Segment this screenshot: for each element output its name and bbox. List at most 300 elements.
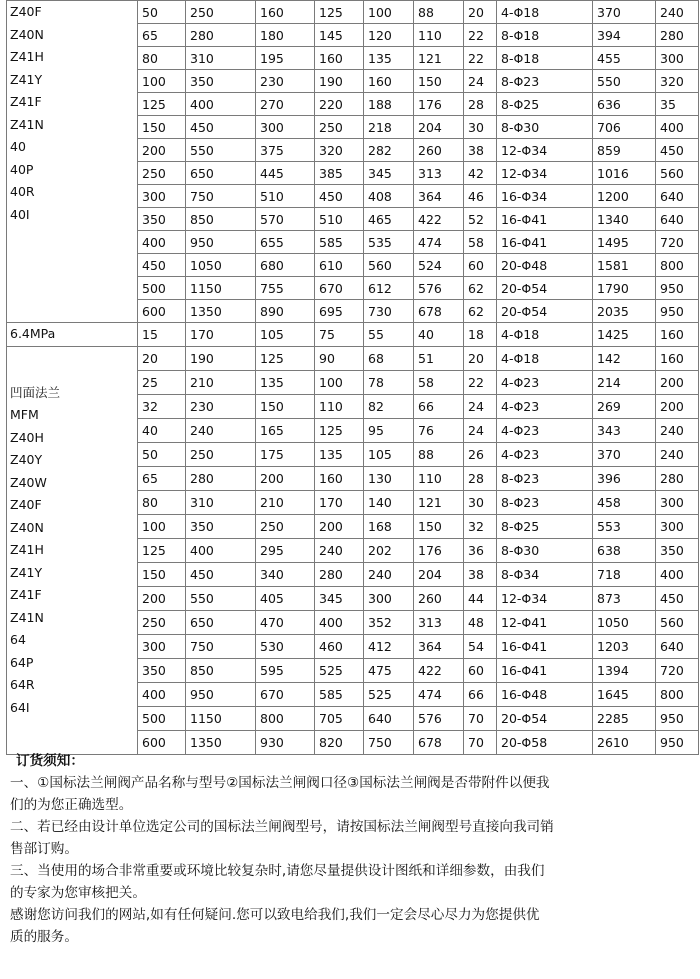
model-label: 64P bbox=[10, 654, 34, 670]
table-cell: 408 bbox=[364, 185, 414, 208]
model-label: Z41H bbox=[10, 49, 44, 64]
table-cell: 930 bbox=[256, 731, 315, 755]
table-cell: 280 bbox=[315, 563, 364, 587]
model-label: Z41H bbox=[10, 542, 44, 558]
table-cell: 352 bbox=[364, 611, 414, 635]
table-cell: 82 bbox=[364, 395, 414, 419]
table-cell: 214 bbox=[593, 371, 656, 395]
table-cell: 150 bbox=[414, 515, 464, 539]
table-cell: 20 bbox=[464, 347, 497, 371]
table-cell: 130 bbox=[364, 467, 414, 491]
table-cell: 51 bbox=[414, 347, 464, 371]
table-cell: 20 bbox=[138, 347, 186, 371]
table-cell: 28 bbox=[464, 467, 497, 491]
table-cell: 65 bbox=[138, 24, 186, 47]
table-cell: 500 bbox=[138, 707, 186, 731]
table-cell: 820 bbox=[315, 731, 364, 755]
table-cell: 120 bbox=[364, 24, 414, 47]
table-cell: 730 bbox=[364, 300, 414, 323]
table-cell: 750 bbox=[364, 731, 414, 755]
model-label: Z40N bbox=[10, 519, 44, 535]
table-cell: 343 bbox=[593, 419, 656, 443]
table-cell: 168 bbox=[364, 515, 414, 539]
table-cell: 350 bbox=[138, 659, 186, 683]
table-cell: 125 bbox=[315, 419, 364, 443]
table-row bbox=[7, 1, 699, 24]
table-cell: 755 bbox=[256, 277, 315, 300]
table-cell: 188 bbox=[364, 93, 414, 116]
table-cell: 110 bbox=[414, 467, 464, 491]
table-cell: 20-Φ48 bbox=[497, 254, 593, 277]
table-cell: 280 bbox=[186, 24, 256, 47]
table-cell: 400 bbox=[656, 563, 699, 587]
table-cell: 475 bbox=[364, 659, 414, 683]
table-cell: 121 bbox=[414, 47, 464, 70]
table-cell: 718 bbox=[593, 563, 656, 587]
table-cell: 1016 bbox=[593, 162, 656, 185]
table-cell: 180 bbox=[256, 24, 315, 47]
table-cell: 1581 bbox=[593, 254, 656, 277]
table-cell: 720 bbox=[656, 231, 699, 254]
table-cell: 36 bbox=[464, 539, 497, 563]
table-cell: 200 bbox=[656, 395, 699, 419]
table-cell: 445 bbox=[256, 162, 315, 185]
table-cell: 88 bbox=[414, 1, 464, 24]
table-cell: 576 bbox=[414, 277, 464, 300]
table-cell: 1645 bbox=[593, 683, 656, 707]
table-cell: 560 bbox=[656, 162, 699, 185]
table-cell: 370 bbox=[593, 443, 656, 467]
table-cell: 26 bbox=[464, 443, 497, 467]
model-label: 40P bbox=[10, 161, 34, 177]
table-cell: 636 bbox=[593, 93, 656, 116]
table-cell: 110 bbox=[414, 24, 464, 47]
table-cell: 204 bbox=[414, 116, 464, 139]
table-cell: 300 bbox=[656, 491, 699, 515]
table-cell: 950 bbox=[186, 683, 256, 707]
table-cell: 345 bbox=[315, 587, 364, 611]
table-cell: 160 bbox=[656, 323, 699, 347]
table-cell: 50 bbox=[138, 443, 186, 467]
table-cell: 18 bbox=[464, 323, 497, 347]
table-cell: 65 bbox=[138, 467, 186, 491]
table-cell: 595 bbox=[256, 659, 315, 683]
table-cell: 100 bbox=[138, 515, 186, 539]
table-cell: 16-Φ41 bbox=[497, 231, 593, 254]
table-cell: 175 bbox=[256, 443, 315, 467]
table-cell: 218 bbox=[364, 116, 414, 139]
table-cell: 458 bbox=[593, 491, 656, 515]
table-cell: 240 bbox=[656, 1, 699, 24]
table-cell: 678 bbox=[414, 300, 464, 323]
model-label: 40I bbox=[10, 206, 30, 222]
table-cell: 422 bbox=[414, 659, 464, 683]
table-cell: 80 bbox=[138, 491, 186, 515]
table-cell: 145 bbox=[315, 24, 364, 47]
table-cell: 500 bbox=[138, 277, 186, 300]
table-body bbox=[7, 1, 699, 755]
table-cell: 70 bbox=[464, 731, 497, 755]
table-cell: 25 bbox=[138, 371, 186, 395]
table-cell: 535 bbox=[364, 231, 414, 254]
table-cell: 530 bbox=[256, 635, 315, 659]
table-cell: 2610 bbox=[593, 731, 656, 755]
model-group-cell bbox=[7, 1, 138, 323]
model-label: Z41Y bbox=[10, 71, 43, 87]
table-cell: 240 bbox=[656, 419, 699, 443]
table-cell: 100 bbox=[315, 371, 364, 395]
table-cell: 88 bbox=[414, 443, 464, 467]
table-cell: 450 bbox=[186, 563, 256, 587]
table-cell: 12-Φ41 bbox=[497, 611, 593, 635]
table-cell: 58 bbox=[464, 231, 497, 254]
table-cell: 30 bbox=[464, 116, 497, 139]
table-cell: 38 bbox=[464, 139, 497, 162]
model-label: 40R bbox=[10, 184, 35, 199]
table-cell: 24 bbox=[464, 419, 497, 443]
model-label: 40 bbox=[10, 139, 26, 154]
table-cell: 142 bbox=[593, 347, 656, 371]
table-cell: 44 bbox=[464, 587, 497, 611]
table-cell: 720 bbox=[656, 659, 699, 683]
table-cell: 40 bbox=[138, 419, 186, 443]
table-cell: 670 bbox=[315, 277, 364, 300]
table-cell: 460 bbox=[315, 635, 364, 659]
table-cell: 576 bbox=[414, 707, 464, 731]
table-cell: 260 bbox=[414, 139, 464, 162]
table-cell: 320 bbox=[315, 139, 364, 162]
table-cell: 800 bbox=[656, 683, 699, 707]
table-cell: 80 bbox=[138, 47, 186, 70]
table-cell: 560 bbox=[656, 611, 699, 635]
table-cell: 66 bbox=[414, 395, 464, 419]
table-cell: 30 bbox=[464, 491, 497, 515]
table-cell: 269 bbox=[593, 395, 656, 419]
table-cell: 1394 bbox=[593, 659, 656, 683]
table-cell: 560 bbox=[364, 254, 414, 277]
model-label: Z40F bbox=[10, 497, 42, 513]
table-cell: 176 bbox=[414, 539, 464, 563]
table-cell: 450 bbox=[315, 185, 364, 208]
table-cell: 850 bbox=[186, 659, 256, 683]
table-cell: 240 bbox=[315, 539, 364, 563]
model-label: Z41Y bbox=[10, 564, 43, 580]
table-cell: 300 bbox=[138, 635, 186, 659]
table-cell: 15 bbox=[138, 323, 186, 347]
model-label: 64R bbox=[10, 677, 35, 693]
table-cell: 8-Φ30 bbox=[497, 116, 593, 139]
table-cell: 4-Φ18 bbox=[497, 347, 593, 371]
table-cell: 1790 bbox=[593, 277, 656, 300]
table-cell: 240 bbox=[364, 563, 414, 587]
table-cell: 405 bbox=[256, 587, 315, 611]
table-cell: 200 bbox=[315, 515, 364, 539]
table-cell: 8-Φ23 bbox=[497, 491, 593, 515]
table-cell: 550 bbox=[186, 587, 256, 611]
table-cell: 16-Φ48 bbox=[497, 683, 593, 707]
model-label: MFM bbox=[10, 407, 39, 423]
table-cell: 850 bbox=[186, 208, 256, 231]
table-cell: 1200 bbox=[593, 185, 656, 208]
table-cell: 350 bbox=[656, 539, 699, 563]
table-cell: 4-Φ18 bbox=[497, 323, 593, 347]
table-cell: 1350 bbox=[186, 300, 256, 323]
model-label: 64I bbox=[10, 699, 30, 715]
table-cell: 553 bbox=[593, 515, 656, 539]
table-cell: 240 bbox=[656, 443, 699, 467]
table-cell: 375 bbox=[256, 139, 315, 162]
notes-line: 三、当使用的场合非常重要或环境比较复杂时,请您尽量提供设计图纸和详细参数，由我们 bbox=[10, 863, 545, 879]
table-cell: 640 bbox=[656, 185, 699, 208]
table-cell: 250 bbox=[186, 443, 256, 467]
table-cell: 4-Φ18 bbox=[497, 1, 593, 24]
notes-line: 感谢您访问我们的网站,如有任何疑问.您可以致电给我们,我们一定会尽心尽力为您提供优 bbox=[10, 907, 540, 923]
table-cell: 2035 bbox=[593, 300, 656, 323]
table-cell: 706 bbox=[593, 116, 656, 139]
table-cell: 190 bbox=[186, 347, 256, 371]
table-cell: 135 bbox=[256, 371, 315, 395]
table-cell: 320 bbox=[656, 70, 699, 93]
table-cell: 40 bbox=[414, 323, 464, 347]
table-cell: 125 bbox=[315, 1, 364, 24]
table-cell: 282 bbox=[364, 139, 414, 162]
table-cell: 650 bbox=[186, 162, 256, 185]
valve-dimension-table bbox=[6, 0, 699, 755]
table-cell: 950 bbox=[656, 300, 699, 323]
table-cell: 22 bbox=[464, 371, 497, 395]
table-cell: 260 bbox=[414, 587, 464, 611]
table-cell: 150 bbox=[138, 563, 186, 587]
table-cell: 396 bbox=[593, 467, 656, 491]
table-cell: 4-Φ23 bbox=[497, 395, 593, 419]
table-cell: 20 bbox=[464, 1, 497, 24]
table-cell: 50 bbox=[138, 1, 186, 24]
table-cell: 680 bbox=[256, 254, 315, 277]
model-label: Z41N bbox=[10, 116, 44, 132]
table-cell: 280 bbox=[656, 467, 699, 491]
table-cell: 1150 bbox=[186, 277, 256, 300]
model-label: Z40F bbox=[10, 4, 42, 19]
table-cell: 678 bbox=[414, 731, 464, 755]
table-cell: 612 bbox=[364, 277, 414, 300]
table-cell: 313 bbox=[414, 162, 464, 185]
table-cell: 270 bbox=[256, 93, 315, 116]
table-cell: 105 bbox=[364, 443, 414, 467]
table-cell: 165 bbox=[256, 419, 315, 443]
table-cell: 110 bbox=[315, 395, 364, 419]
table-cell: 32 bbox=[464, 515, 497, 539]
table-cell: 250 bbox=[315, 116, 364, 139]
table-cell: 638 bbox=[593, 539, 656, 563]
model-label: Z41N bbox=[10, 609, 44, 625]
table-cell: 280 bbox=[656, 24, 699, 47]
table-cell: 58 bbox=[414, 371, 464, 395]
table-cell: 8-Φ34 bbox=[497, 563, 593, 587]
table-cell: 585 bbox=[315, 683, 364, 707]
table-cell: 210 bbox=[186, 371, 256, 395]
table-cell: 510 bbox=[256, 185, 315, 208]
table-cell: 121 bbox=[414, 491, 464, 515]
table-cell: 240 bbox=[186, 419, 256, 443]
table-cell: 300 bbox=[364, 587, 414, 611]
table-cell: 950 bbox=[656, 277, 699, 300]
table-cell: 4-Φ23 bbox=[497, 443, 593, 467]
table-cell: 160 bbox=[315, 47, 364, 70]
table-cell: 20-Φ54 bbox=[497, 300, 593, 323]
table-cell: 46 bbox=[464, 185, 497, 208]
table-cell: 300 bbox=[256, 116, 315, 139]
table-cell: 8-Φ30 bbox=[497, 539, 593, 563]
table-cell: 1340 bbox=[593, 208, 656, 231]
table-cell: 68 bbox=[364, 347, 414, 371]
table-cell: 655 bbox=[256, 231, 315, 254]
table-cell: 75 bbox=[315, 323, 364, 347]
table-cell: 1495 bbox=[593, 231, 656, 254]
table-cell: 300 bbox=[656, 515, 699, 539]
table-cell: 125 bbox=[256, 347, 315, 371]
table-cell: 474 bbox=[414, 231, 464, 254]
table-cell: 422 bbox=[414, 208, 464, 231]
table-cell: 585 bbox=[315, 231, 364, 254]
table-cell: 364 bbox=[414, 635, 464, 659]
table-cell: 16-Φ34 bbox=[497, 185, 593, 208]
table-cell: 400 bbox=[315, 611, 364, 635]
table-cell: 250 bbox=[186, 1, 256, 24]
model-label: 64 bbox=[10, 632, 26, 648]
table-cell: 370 bbox=[593, 1, 656, 24]
table-cell: 150 bbox=[256, 395, 315, 419]
table-cell: 340 bbox=[256, 563, 315, 587]
table-cell: 474 bbox=[414, 683, 464, 707]
table-cell: 350 bbox=[138, 208, 186, 231]
table-cell: 105 bbox=[256, 323, 315, 347]
table-cell: 12-Φ34 bbox=[497, 139, 593, 162]
table-cell: 510 bbox=[315, 208, 364, 231]
table-cell: 1350 bbox=[186, 731, 256, 755]
table-cell: 12-Φ34 bbox=[497, 162, 593, 185]
order-notes bbox=[10, 750, 610, 948]
table-cell: 385 bbox=[315, 162, 364, 185]
table-cell: 525 bbox=[364, 683, 414, 707]
table-cell: 890 bbox=[256, 300, 315, 323]
table-cell: 695 bbox=[315, 300, 364, 323]
table-row bbox=[7, 347, 699, 371]
table-cell: 8-Φ23 bbox=[497, 70, 593, 93]
table-cell: 310 bbox=[186, 491, 256, 515]
table-cell: 600 bbox=[138, 300, 186, 323]
table-cell: 90 bbox=[315, 347, 364, 371]
table-cell: 176 bbox=[414, 93, 464, 116]
table-cell: 160 bbox=[256, 1, 315, 24]
table-cell: 1203 bbox=[593, 635, 656, 659]
table-cell: 190 bbox=[315, 70, 364, 93]
model-group-cell bbox=[7, 323, 138, 347]
table-cell: 8-Φ25 bbox=[497, 93, 593, 116]
table-cell: 570 bbox=[256, 208, 315, 231]
table-cell: 150 bbox=[138, 116, 186, 139]
table-cell: 640 bbox=[656, 635, 699, 659]
table-cell: 62 bbox=[464, 300, 497, 323]
table-cell: 400 bbox=[186, 93, 256, 116]
table-cell: 100 bbox=[138, 70, 186, 93]
table-cell: 150 bbox=[414, 70, 464, 93]
table-cell: 60 bbox=[464, 254, 497, 277]
table-cell: 450 bbox=[186, 116, 256, 139]
table-cell: 170 bbox=[186, 323, 256, 347]
notes-line: 售部订购。 bbox=[10, 841, 78, 857]
table-cell: 54 bbox=[464, 635, 497, 659]
model-label: Z40W bbox=[10, 474, 47, 490]
table-cell: 20-Φ58 bbox=[497, 731, 593, 755]
notes-line: 一、①国标法兰闸阀产品名称与型号②国标法兰闸阀口径③国标法兰闸阀是否带附件以便我 bbox=[10, 775, 550, 791]
table-cell: 394 bbox=[593, 24, 656, 47]
table-cell: 400 bbox=[656, 116, 699, 139]
table-cell: 28 bbox=[464, 93, 497, 116]
model-group-cell bbox=[7, 347, 138, 755]
table-cell: 750 bbox=[186, 185, 256, 208]
table-cell: 800 bbox=[256, 707, 315, 731]
notes-line: 的专家为您审核把关。 bbox=[10, 885, 146, 901]
table-cell: 400 bbox=[138, 231, 186, 254]
table-cell: 230 bbox=[186, 395, 256, 419]
model-label: 凹面法兰 bbox=[10, 384, 61, 400]
notes-title: 订货须知： bbox=[16, 753, 84, 769]
table-cell: 200 bbox=[138, 587, 186, 611]
model-label: Z40H bbox=[10, 429, 44, 445]
table-cell: 400 bbox=[186, 539, 256, 563]
table-cell: 195 bbox=[256, 47, 315, 70]
table-cell: 295 bbox=[256, 539, 315, 563]
table-cell: 16-Φ41 bbox=[497, 659, 593, 683]
table-cell: 450 bbox=[138, 254, 186, 277]
table-cell: 8-Φ18 bbox=[497, 47, 593, 70]
table-cell: 38 bbox=[464, 563, 497, 587]
notes-line: 二、若已经由设计单位选定公司的国标法兰闸阀型号，请按国标法兰闸阀型号直接向我司销 bbox=[10, 819, 554, 835]
table-cell: 470 bbox=[256, 611, 315, 635]
table-row bbox=[7, 323, 699, 347]
table-cell: 8-Φ23 bbox=[497, 467, 593, 491]
table-cell: 135 bbox=[315, 443, 364, 467]
table-cell: 20-Φ54 bbox=[497, 277, 593, 300]
table-cell: 610 bbox=[315, 254, 364, 277]
table-cell: 600 bbox=[138, 731, 186, 755]
table-cell: 4-Φ23 bbox=[497, 371, 593, 395]
table-cell: 412 bbox=[364, 635, 414, 659]
table-cell: 800 bbox=[656, 254, 699, 277]
table-cell: 20-Φ54 bbox=[497, 707, 593, 731]
table-cell: 2285 bbox=[593, 707, 656, 731]
table-cell: 125 bbox=[138, 539, 186, 563]
table-cell: 160 bbox=[315, 467, 364, 491]
table-cell: 230 bbox=[256, 70, 315, 93]
table-cell: 62 bbox=[464, 277, 497, 300]
table-cell: 60 bbox=[464, 659, 497, 683]
table-cell: 455 bbox=[593, 47, 656, 70]
table-cell: 55 bbox=[364, 323, 414, 347]
model-label: 6.4MPa bbox=[10, 326, 56, 342]
table-cell: 8-Φ25 bbox=[497, 515, 593, 539]
table-cell: 640 bbox=[656, 208, 699, 231]
table-cell: 135 bbox=[364, 47, 414, 70]
table-cell: 705 bbox=[315, 707, 364, 731]
table-cell: 16-Φ41 bbox=[497, 208, 593, 231]
table-cell: 1425 bbox=[593, 323, 656, 347]
table-cell: 52 bbox=[464, 208, 497, 231]
table-cell: 200 bbox=[256, 467, 315, 491]
table-cell: 450 bbox=[656, 139, 699, 162]
table-cell: 125 bbox=[138, 93, 186, 116]
table-cell: 220 bbox=[315, 93, 364, 116]
